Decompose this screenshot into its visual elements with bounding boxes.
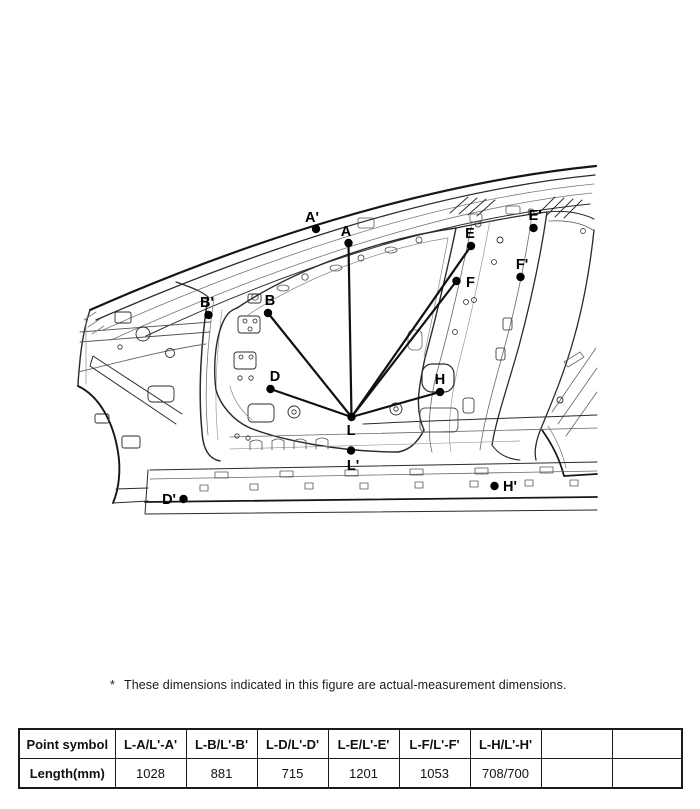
point-a-prime xyxy=(305,210,320,233)
b-pillar xyxy=(408,212,547,460)
table-header-cell xyxy=(612,729,682,759)
point-dot xyxy=(204,311,212,319)
point-dot xyxy=(347,446,355,454)
measure-line-l-b xyxy=(268,313,352,417)
point-e-prime xyxy=(528,208,541,232)
point-label: B' xyxy=(200,295,214,311)
table-row-lengths xyxy=(19,759,682,789)
point-h-prime xyxy=(490,479,517,495)
point-b xyxy=(264,293,275,317)
point-b-prime xyxy=(200,295,214,319)
point-label: H' xyxy=(503,479,517,495)
point-label: E xyxy=(465,226,475,242)
footnote-text: These dimensions indicated in this figure are actual-measurement dimensions. xyxy=(123,678,567,692)
table-header-cell: Length(mm) xyxy=(19,759,115,789)
footnote xyxy=(110,678,610,692)
table-header-cell: L-E/L'-E' xyxy=(328,729,399,759)
point-d-prime xyxy=(162,492,188,508)
table-header-cell: Point symbol xyxy=(19,729,115,759)
table-cell: 1053 xyxy=(399,759,470,789)
point-dot xyxy=(490,482,498,490)
point-dot xyxy=(529,224,537,232)
point-label: F' xyxy=(515,257,529,273)
table-row-symbols xyxy=(19,729,682,759)
table-header-cell: L-F/L'-F' xyxy=(399,729,470,759)
point-label: L' xyxy=(346,458,360,474)
table-header-cell: L-A/L'-A' xyxy=(115,729,186,759)
point-label: A xyxy=(340,224,352,240)
roof-rail xyxy=(90,166,596,340)
table-header-cell: L-H/L'-H' xyxy=(470,729,541,759)
table-cell: 1028 xyxy=(115,759,186,789)
car-body-drawing xyxy=(78,166,597,514)
table-cell: 715 xyxy=(257,759,328,789)
point-dot xyxy=(347,413,355,421)
measure-line-l-h xyxy=(352,392,441,417)
point-l xyxy=(347,413,356,439)
point-f xyxy=(452,275,475,291)
point-dot xyxy=(179,495,187,503)
rear-quarter xyxy=(535,211,597,476)
point-dot xyxy=(452,277,460,285)
point-e xyxy=(465,226,475,250)
table-cell: 1201 xyxy=(328,759,399,789)
point-label: F xyxy=(466,275,475,291)
point-label: E' xyxy=(528,208,542,224)
table-cell xyxy=(612,759,682,789)
table-header-cell: L-B/L'-B' xyxy=(186,729,257,759)
footnote-asterisk: * xyxy=(110,678,115,692)
point-label: H xyxy=(434,372,446,388)
point-label: L xyxy=(346,423,356,439)
table-cell: 881 xyxy=(186,759,257,789)
measure-line-l-f xyxy=(352,281,457,417)
point-d xyxy=(266,369,280,393)
point-label: D xyxy=(269,369,281,385)
point-dot xyxy=(516,273,524,281)
point-label: D' xyxy=(162,492,176,508)
point-f-prime xyxy=(516,257,528,281)
point-dot xyxy=(467,242,475,250)
measure-line-l-a xyxy=(349,243,352,417)
point-dot xyxy=(344,239,352,247)
point-label: A' xyxy=(305,210,319,226)
table-header-cell: L-D/L'-D' xyxy=(257,729,328,759)
point-dot xyxy=(264,309,272,317)
point-h xyxy=(435,372,445,396)
point-dot xyxy=(312,225,320,233)
point-dot xyxy=(266,385,274,393)
table-cell: 708/700 xyxy=(470,759,541,789)
point-label: B xyxy=(264,293,276,309)
dimensions-table xyxy=(18,728,683,789)
table-header-cell xyxy=(541,729,612,759)
table-cell xyxy=(541,759,612,789)
point-a xyxy=(341,224,353,247)
point-dot xyxy=(436,388,444,396)
